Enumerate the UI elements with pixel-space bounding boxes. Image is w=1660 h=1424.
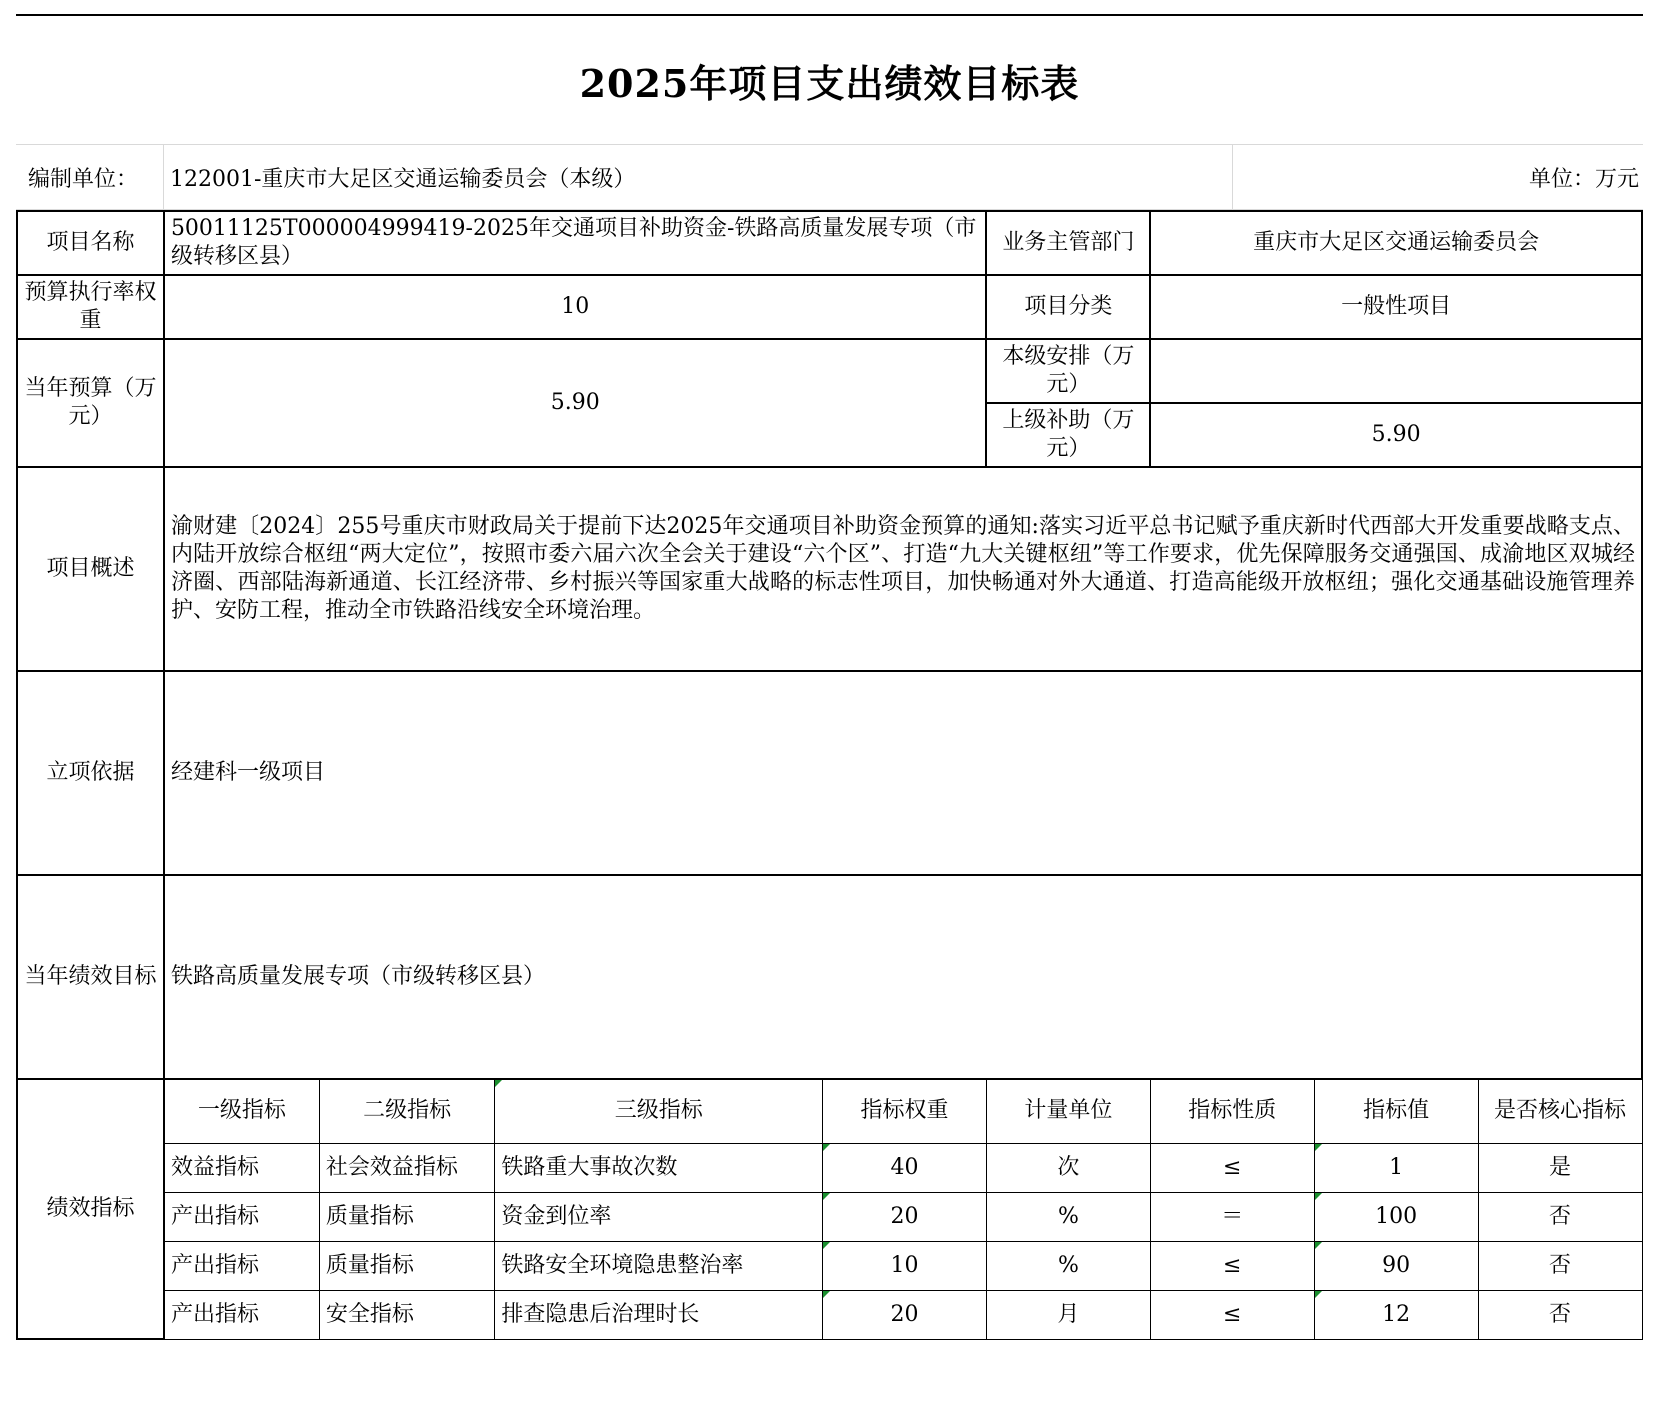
table-row	[17, 1241, 1642, 1290]
row-l3: 铁路安全环境隐患整治率	[495, 1241, 823, 1290]
info-table	[16, 210, 1643, 1340]
overview-value: 渝财建〔2024〕255号重庆市财政局关于提前下达2025年交通项目补助资金预算的通知:落实习近平总书记赋予重庆新时代西部大开发重要战略支点、内陆开放综合枢纽“两大定位”，按照市委六届六次全会关于建设“六个区”、打造“九大关键枢纽”等工作要求，优先保障服务交通强国、成渝地区双城经济圈、西部陆海新通道、长江经济带、乡村振兴等国家重大战略的标志性项目，加快畅通对外大通道、打造高能级开放枢纽；强化交通基础设施管理养护、安防工程，推动全市铁路沿线安全环境治理。	[164, 467, 1642, 671]
row-core: 否	[1478, 1290, 1642, 1339]
row-l1: 产出指标	[164, 1192, 319, 1241]
dept-value: 重庆市大足区交通运输委员会	[1150, 211, 1642, 275]
title-row	[16, 14, 1643, 144]
row-nature: ≤	[1150, 1143, 1314, 1192]
header-l2: 二级指标	[319, 1079, 494, 1143]
header-nature: 指标性质	[1150, 1079, 1314, 1143]
row-weight: 20	[823, 1192, 987, 1241]
header-l3: 三级指标	[495, 1079, 823, 1143]
project-name-label: 项目名称	[17, 211, 164, 275]
weight-value: 10	[164, 275, 987, 339]
overview-label: 项目概述	[17, 467, 164, 671]
row-l1: 产出指标	[164, 1290, 319, 1339]
row-unit: 次	[986, 1143, 1150, 1192]
table-row	[17, 1143, 1642, 1192]
dept-label: 业务主管部门	[986, 211, 1150, 275]
org-label: 编制单位：	[16, 145, 164, 209]
row-unit: 月	[986, 1290, 1150, 1339]
row-unit: %	[986, 1241, 1150, 1290]
row-core: 否	[1478, 1192, 1642, 1241]
basis-label: 立项依据	[17, 671, 164, 875]
row-l3: 排查隐患后治理时长	[495, 1290, 823, 1339]
local-value	[1150, 339, 1642, 403]
header-core: 是否核心指标	[1478, 1079, 1642, 1143]
row-core: 是	[1478, 1143, 1642, 1192]
header-l1: 一级指标	[164, 1079, 319, 1143]
row-core: 否	[1478, 1241, 1642, 1290]
row-l2: 质量指标	[319, 1241, 494, 1290]
row-weight: 20	[823, 1290, 987, 1339]
row-value: 1	[1314, 1143, 1478, 1192]
header-weight: 指标权重	[823, 1079, 987, 1143]
row-l3: 资金到位率	[495, 1192, 823, 1241]
row-nature: ≤	[1150, 1241, 1314, 1290]
org-value: 122001-重庆市大足区交通运输委员会（本级）	[164, 145, 1233, 209]
project-name-value: 50011125T000004999419-2025年交通项目补助资金-铁路高质量发展专项（市级转移区县）	[164, 211, 987, 275]
header-unit: 计量单位	[986, 1079, 1150, 1143]
table-row	[17, 1290, 1642, 1339]
row-value: 12	[1314, 1290, 1478, 1339]
budget-value: 5.90	[164, 339, 987, 467]
upper-label: 上级补助（万元）	[986, 403, 1150, 467]
upper-value: 5.90	[1150, 403, 1642, 467]
category-value: 一般性项目	[1150, 275, 1642, 339]
unit-label: 单位：万元	[1528, 166, 1639, 192]
goal-value: 铁路高质量发展专项（市级转移区县）	[164, 875, 1642, 1079]
row-l2: 安全指标	[319, 1290, 494, 1339]
category-label: 项目分类	[986, 275, 1150, 339]
row-weight: 10	[823, 1241, 987, 1290]
performance-sheet	[16, 14, 1643, 1340]
row-l2: 质量指标	[319, 1192, 494, 1241]
row-l1: 产出指标	[164, 1241, 319, 1290]
table-row	[17, 1192, 1642, 1241]
row-nature: ＝	[1150, 1192, 1314, 1241]
row-l2: 社会效益指标	[319, 1143, 494, 1192]
row-value: 90	[1314, 1241, 1478, 1290]
indicators-label: 绩效指标	[17, 1079, 164, 1339]
row-l1: 效益指标	[164, 1143, 319, 1192]
header-value: 指标值	[1314, 1079, 1478, 1143]
row-nature: ≤	[1150, 1290, 1314, 1339]
row-unit: %	[986, 1192, 1150, 1241]
goal-label: 当年绩效目标	[17, 875, 164, 1079]
budget-label: 当年预算（万元）	[17, 339, 164, 467]
row-l3: 铁路重大事故次数	[495, 1143, 823, 1192]
row-weight: 40	[823, 1143, 987, 1192]
org-row	[16, 144, 1643, 210]
local-label: 本级安排（万元）	[986, 339, 1150, 403]
weight-label: 预算执行率权重	[17, 275, 164, 339]
basis-value: 经建科一级项目	[164, 671, 1642, 875]
page-title: 2025年项目支出绩效目标表	[579, 60, 1080, 106]
row-value: 100	[1314, 1192, 1478, 1241]
